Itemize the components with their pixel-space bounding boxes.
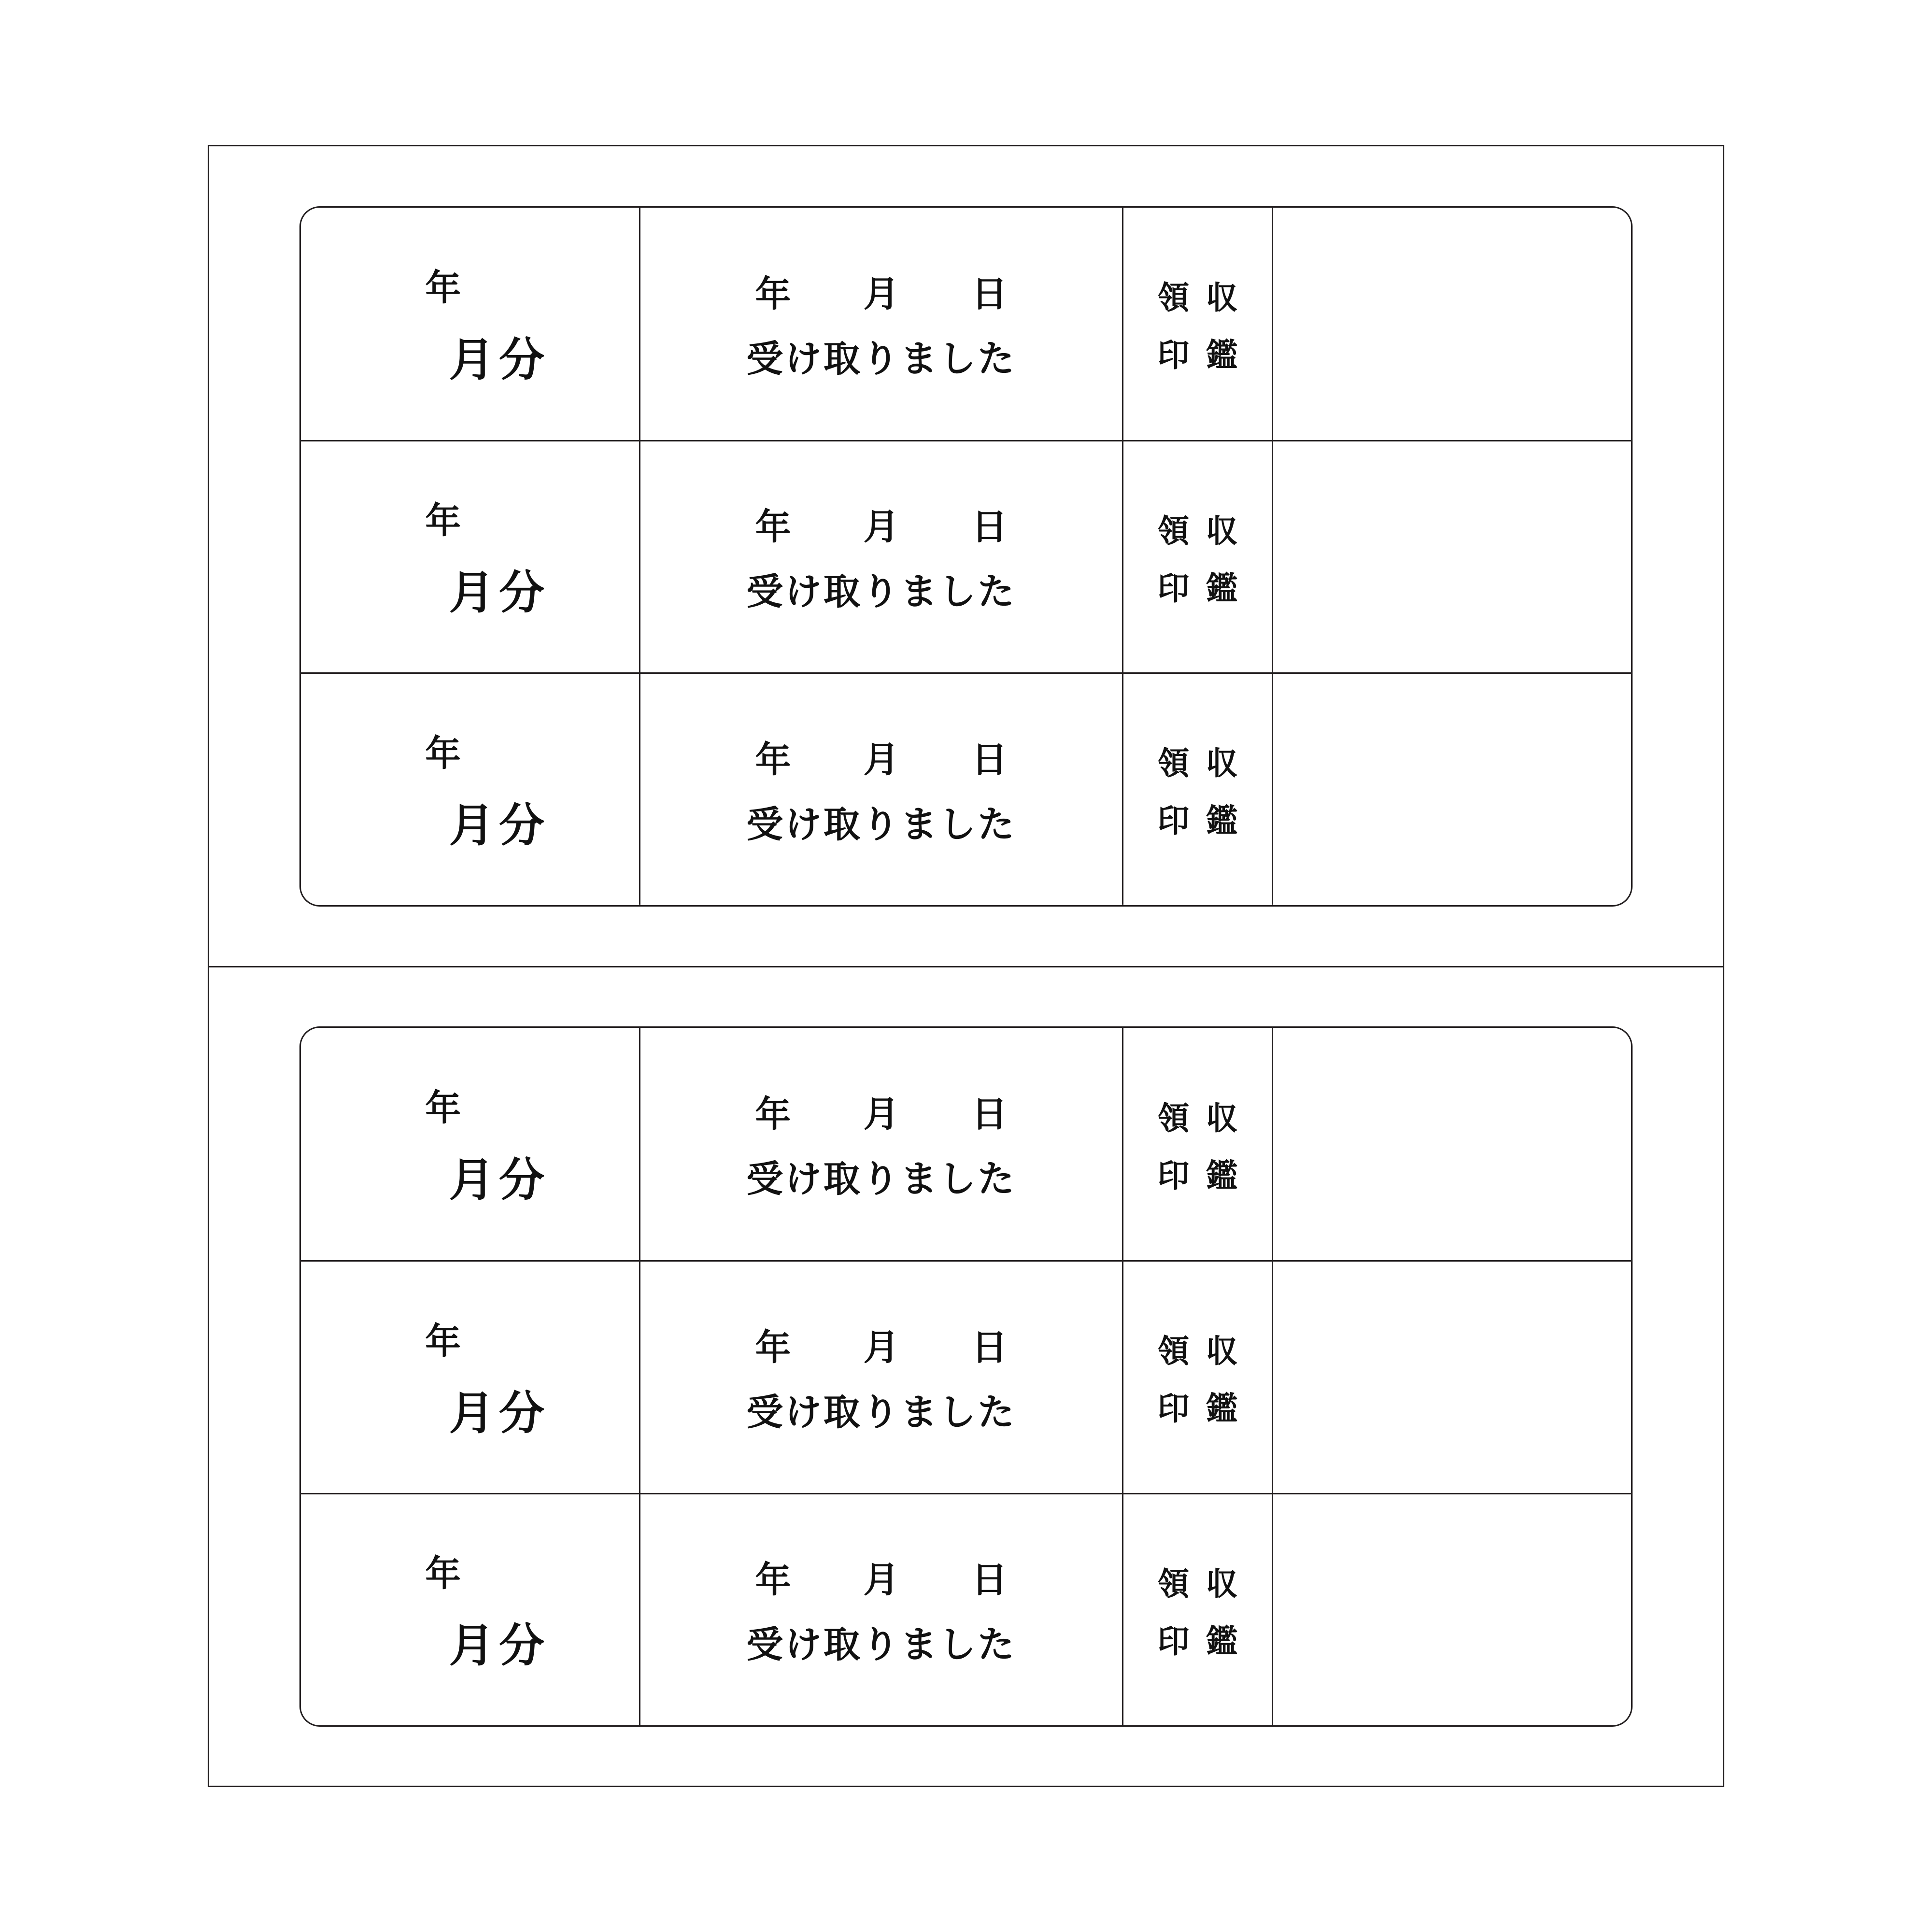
- year-label: 年: [755, 739, 791, 780]
- table-row: [301, 1028, 1631, 1260]
- date-cell[interactable]: [639, 674, 1122, 905]
- seal-char-kan: 鑑: [1206, 803, 1238, 839]
- seal-line-1: [1129, 1093, 1266, 1138]
- date-cell[interactable]: [639, 1494, 1122, 1725]
- ymd-row: [660, 1319, 1103, 1370]
- month-label: 月: [863, 739, 899, 780]
- stamp-area[interactable]: [1272, 208, 1631, 440]
- received-text: 受け取りました: [746, 571, 1016, 613]
- date-cell[interactable]: [639, 1262, 1122, 1492]
- seal-char-shuu: 収: [1206, 1565, 1238, 1602]
- month-year-label: 年: [425, 267, 462, 308]
- ticket-table: [299, 206, 1633, 907]
- seal-char-in: 印: [1157, 570, 1190, 606]
- seal-char-kan: 鑑: [1206, 1623, 1238, 1659]
- seal-label-cell: [1122, 1494, 1272, 1725]
- table-row: [301, 1493, 1631, 1725]
- lower-ticket-block: [209, 966, 1723, 1786]
- month-cell[interactable]: [301, 1262, 639, 1492]
- month-cell[interactable]: [301, 441, 639, 672]
- seal-line-1: [1129, 1558, 1266, 1604]
- seal-char-ryou: 領: [1157, 745, 1190, 781]
- year-label: 年: [755, 273, 791, 314]
- month-bun-label: 月分: [449, 1154, 549, 1206]
- seal-char-kan: 鑑: [1206, 1157, 1238, 1193]
- month-label: 月: [863, 1560, 899, 1600]
- ticket-table: [299, 1026, 1633, 1727]
- received-text: 受け取りました: [746, 338, 1016, 380]
- day-label: 日: [971, 739, 1008, 780]
- received-text: 受け取りました: [746, 1392, 1016, 1433]
- table-row: [301, 440, 1631, 672]
- seal-char-shuu: 収: [1206, 280, 1238, 316]
- year-label: 年: [755, 1560, 791, 1600]
- seal-label-cell: [1122, 674, 1272, 905]
- month-year-label: 年: [425, 500, 462, 541]
- table-row: [301, 672, 1631, 905]
- seal-char-kan: 鑑: [1206, 1391, 1238, 1427]
- seal-char-ryou: 領: [1157, 1565, 1190, 1602]
- seal-char-in: 印: [1157, 1623, 1190, 1659]
- month-label: 月: [863, 1327, 899, 1367]
- seal-line-1: [1129, 272, 1266, 318]
- seal-line-2: [1129, 563, 1266, 609]
- seal-char-kan: 鑑: [1206, 570, 1238, 606]
- seal-char-shuu: 収: [1206, 1333, 1238, 1369]
- month-year-label: 年: [425, 1321, 462, 1361]
- seal-line-2: [1129, 795, 1266, 841]
- month-cell[interactable]: [301, 208, 639, 440]
- date-cell[interactable]: [639, 1028, 1122, 1260]
- received-text: 受け取りました: [746, 1159, 1016, 1200]
- seal-char-in: 印: [1157, 337, 1190, 373]
- seal-line-2: [1129, 1383, 1266, 1429]
- sheet-frame: [208, 145, 1724, 1787]
- month-label: 月: [863, 273, 899, 314]
- month-year-label: 年: [425, 733, 462, 773]
- seal-line-2: [1129, 1616, 1266, 1662]
- stamp-area[interactable]: [1272, 441, 1631, 672]
- date-cell[interactable]: [639, 441, 1122, 672]
- month-cell[interactable]: [301, 1028, 639, 1260]
- day-label: 日: [971, 507, 1008, 547]
- ymd-row: [660, 1086, 1103, 1137]
- seal-char-kan: 鑑: [1206, 337, 1238, 373]
- seal-char-ryou: 領: [1157, 512, 1190, 549]
- received-text: 受け取りました: [746, 804, 1016, 845]
- seal-label-cell: [1122, 1262, 1272, 1492]
- seal-label-cell: [1122, 1028, 1272, 1260]
- seal-char-in: 印: [1157, 1157, 1190, 1193]
- day-label: 日: [971, 1094, 1008, 1135]
- seal-line-1: [1129, 738, 1266, 783]
- month-bun-label: 月分: [449, 1387, 549, 1438]
- month-bun-label: 月分: [449, 1620, 549, 1671]
- seal-line-2: [1129, 1150, 1266, 1196]
- ymd-row: [660, 731, 1103, 782]
- month-bun-label: 月分: [449, 334, 549, 385]
- seal-line-2: [1129, 329, 1266, 375]
- month-label: 月: [863, 507, 899, 547]
- table-row: [301, 208, 1631, 440]
- stamp-area[interactable]: [1272, 1262, 1631, 1492]
- month-cell[interactable]: [301, 1494, 639, 1725]
- seal-line-1: [1129, 1325, 1266, 1371]
- month-cell[interactable]: [301, 674, 639, 905]
- ymd-row: [660, 1551, 1103, 1603]
- ymd-row: [660, 266, 1103, 317]
- seal-label-cell: [1122, 208, 1272, 440]
- month-label: 月: [863, 1094, 899, 1135]
- year-label: 年: [755, 1327, 791, 1367]
- seal-char-in: 印: [1157, 1391, 1190, 1427]
- day-label: 日: [971, 1327, 1008, 1367]
- seal-char-ryou: 領: [1157, 1333, 1190, 1369]
- table-row: [301, 1260, 1631, 1492]
- stamp-area[interactable]: [1272, 674, 1631, 905]
- year-label: 年: [755, 1094, 791, 1135]
- seal-char-shuu: 収: [1206, 1100, 1238, 1136]
- stamp-area[interactable]: [1272, 1494, 1631, 1725]
- ymd-row: [660, 498, 1103, 550]
- upper-ticket-block: [209, 146, 1723, 966]
- seal-char-ryou: 領: [1157, 1100, 1190, 1136]
- month-year-label: 年: [425, 1553, 462, 1594]
- stamp-area[interactable]: [1272, 1028, 1631, 1260]
- seal-char-shuu: 収: [1206, 745, 1238, 781]
- month-year-label: 年: [425, 1088, 462, 1128]
- date-cell[interactable]: [639, 208, 1122, 440]
- received-text: 受け取りました: [746, 1624, 1016, 1666]
- seal-char-shuu: 収: [1206, 512, 1238, 549]
- seal-label-cell: [1122, 441, 1272, 672]
- month-bun-label: 月分: [449, 799, 549, 851]
- month-bun-label: 月分: [449, 567, 549, 618]
- seal-char-ryou: 領: [1157, 280, 1190, 316]
- day-label: 日: [971, 1560, 1008, 1600]
- seal-char-in: 印: [1157, 803, 1190, 839]
- year-label: 年: [755, 507, 791, 547]
- seal-line-1: [1129, 505, 1266, 551]
- day-label: 日: [971, 273, 1008, 314]
